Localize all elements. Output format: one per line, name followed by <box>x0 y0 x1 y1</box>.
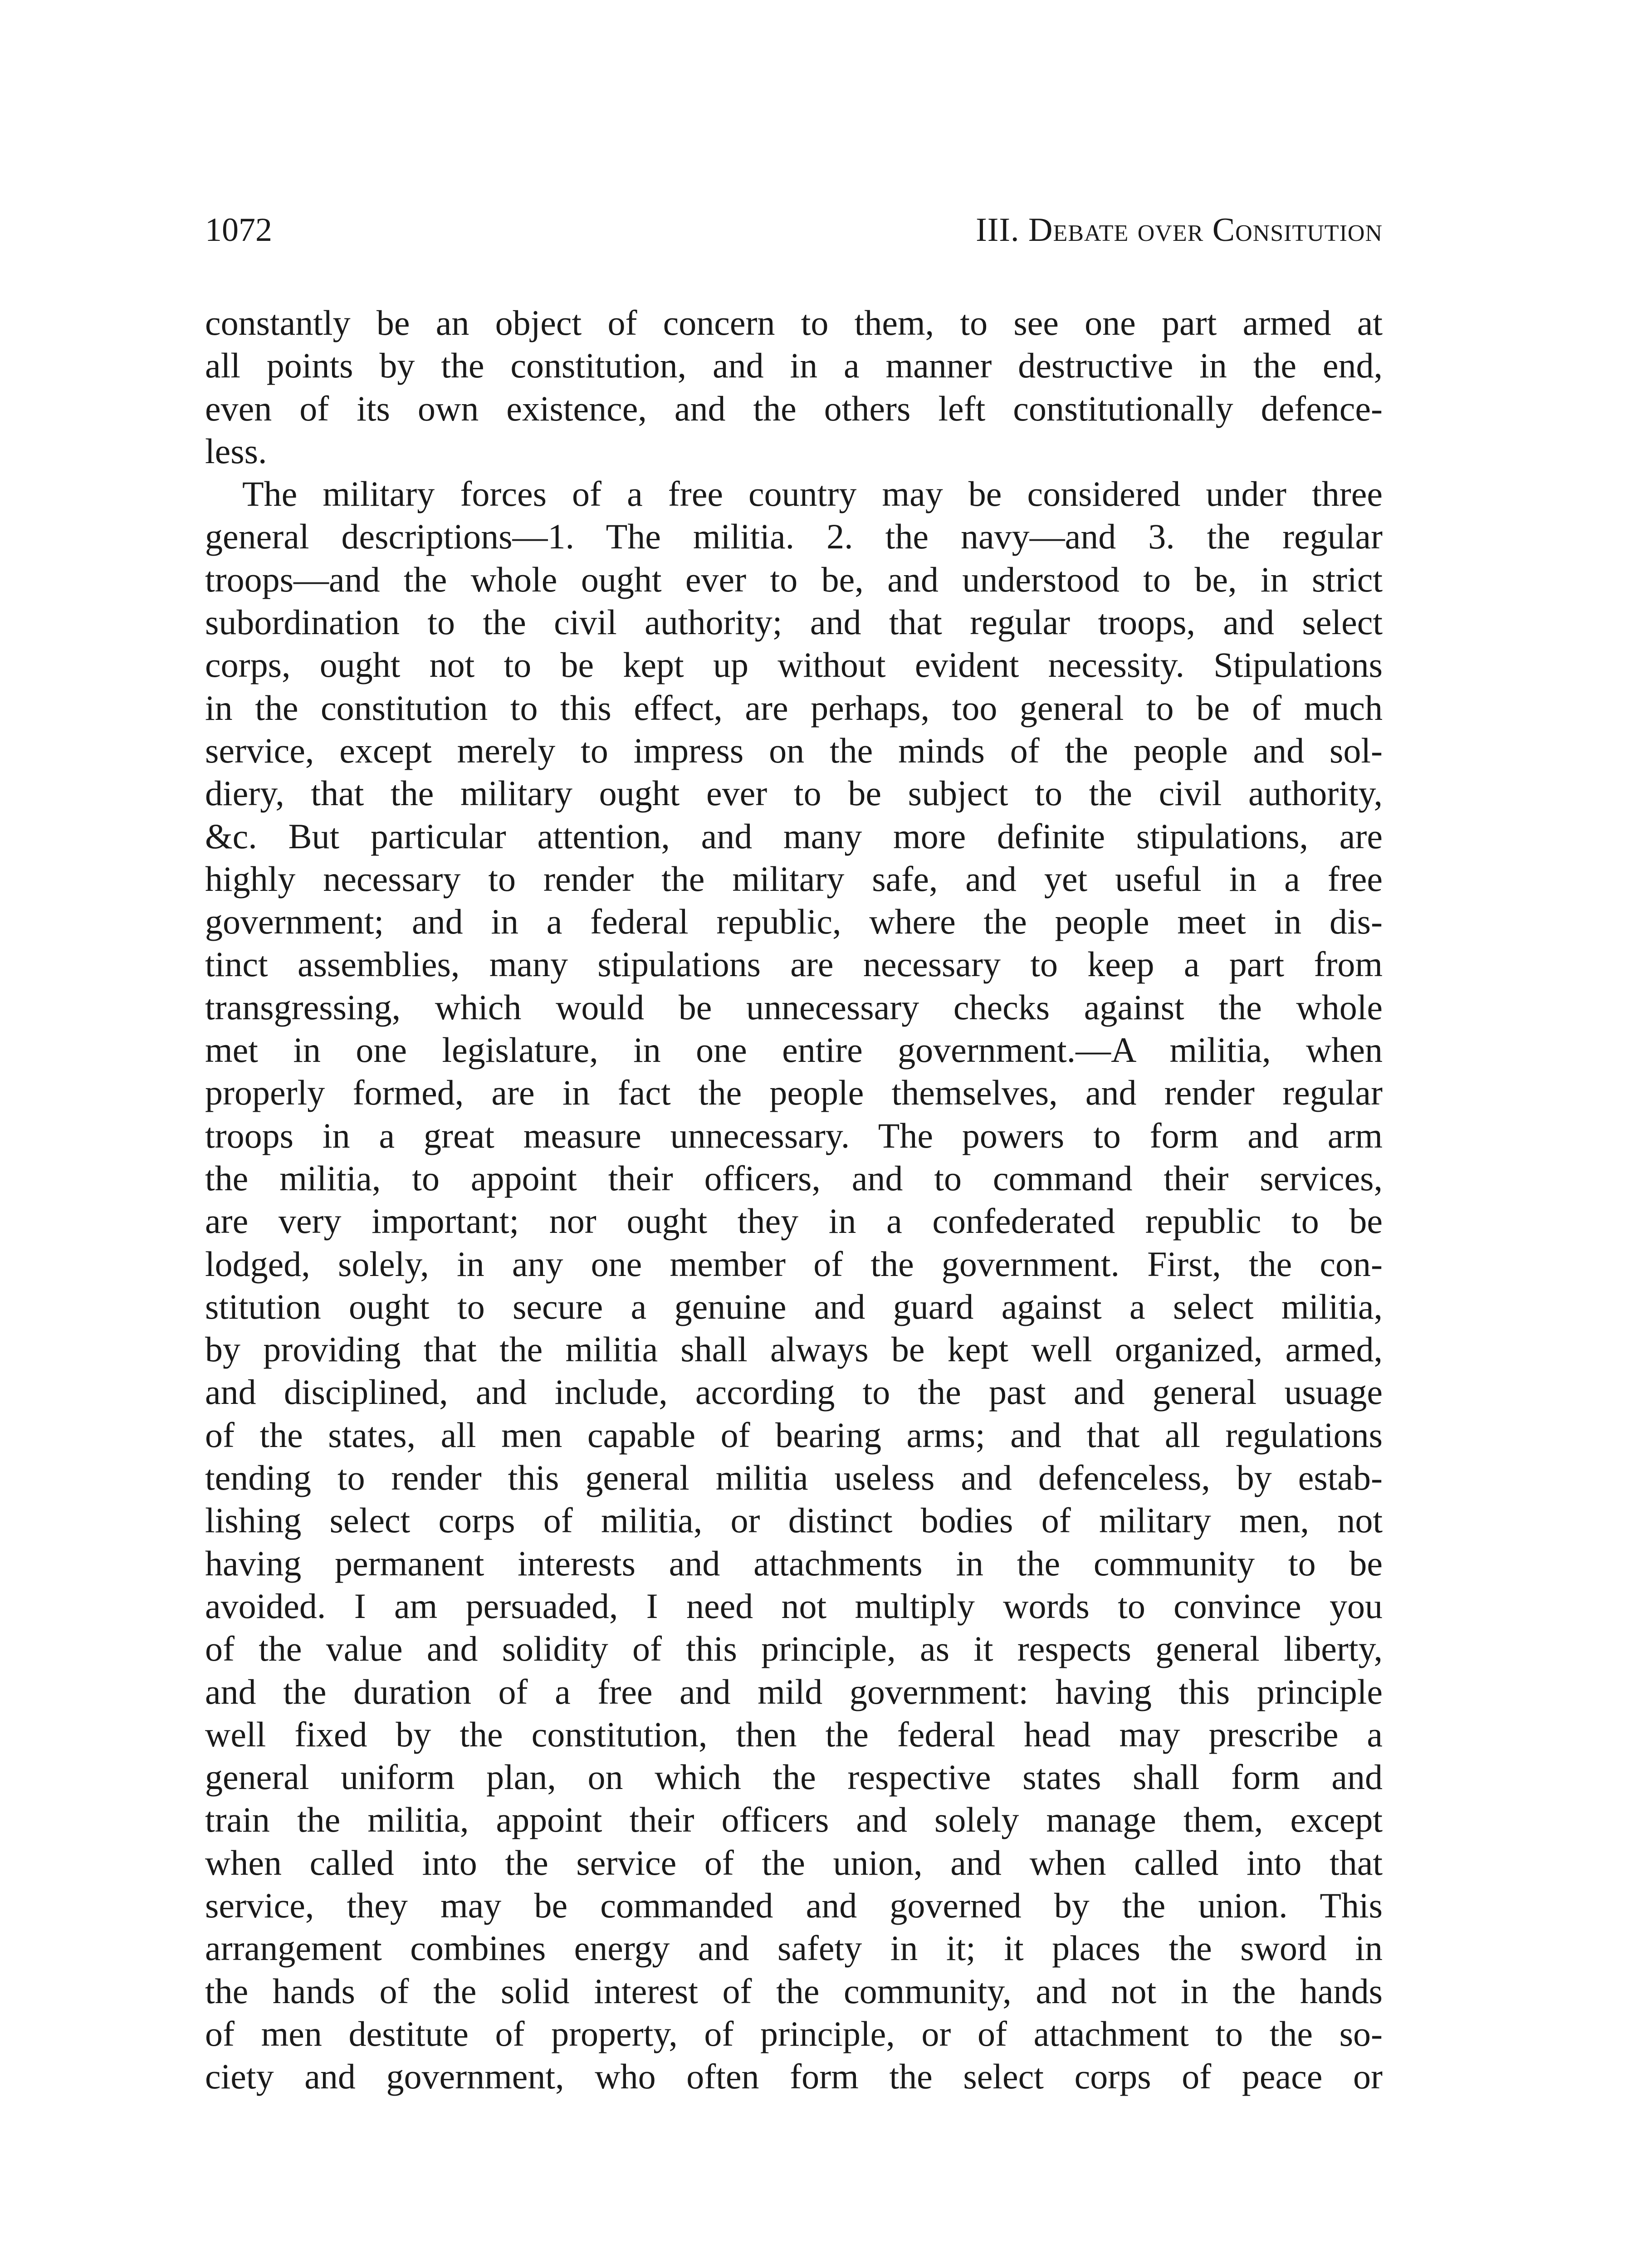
text-line: the hands of the solid interest of the community, and not in the hands <box>205 1971 1383 2011</box>
text-line: &c. But particular attention, and many more definite stipulations, are <box>205 816 1383 856</box>
text-line: diery, that the military ought ever to be subject to the civil authority, <box>205 773 1383 813</box>
text-line: even of its own existence, and the others left constitutionally defence- <box>205 388 1383 428</box>
text-line: troops in a great measure unnecessary. The powers to form and arm <box>205 1115 1383 1155</box>
text-line: arrangement combines energy and safety in it; it places the sword in <box>205 1928 1383 1968</box>
text-line: avoided. I am persuaded, I need not multiply words to convince you <box>205 1586 1383 1626</box>
text-line: lodged, solely, in any one member of the government. First, the con- <box>205 1244 1383 1284</box>
text-line: are very important; nor ought they in a confederated republic to be <box>205 1201 1383 1241</box>
text-line: corps, ought not to be kept up without evident necessity. Stipulations <box>205 645 1383 685</box>
text-line: lishing select corps of militia, or distinct bodies of military men, not <box>205 1501 1383 1540</box>
text-line: in the constitution to this effect, are perhaps, too general to be of much <box>205 688 1383 728</box>
text-line: general uniform plan, on which the respective states shall form and <box>205 1757 1383 1797</box>
text-line: tending to render this general militia useless and defenceless, by estab- <box>205 1458 1383 1498</box>
running-head <box>205 210 1383 250</box>
text-line: stitution ought to secure a genuine and guard against a select militia, <box>205 1286 1383 1326</box>
text-line: and disciplined, and include, according to the past and general usuage <box>205 1372 1383 1412</box>
text-line: all points by the constitution, and in a manner destructive in the end, <box>205 346 1383 386</box>
text-line: troops—and the whole ought ever to be, and understood to be, in strict <box>205 559 1383 599</box>
text-line: subordination to the civil authority; and that regular troops, and select <box>205 602 1383 642</box>
text-line: government; and in a federal republic, where the people meet in dis- <box>205 902 1383 942</box>
text-line: ciety and government, who often form the select corps of peace or <box>205 2057 1383 2097</box>
section-title: III. Debate over Consitution <box>976 211 1383 249</box>
text-line: properly formed, are in fact the people themselves, and render regular <box>205 1073 1383 1113</box>
body-text <box>205 302 1383 2098</box>
text-line: of the value and solidity of this principle, as it respects general liberty, <box>205 1629 1383 1669</box>
page-number: 1072 <box>205 211 272 249</box>
text-line: transgressing, which would be unnecessary checks against the whole <box>205 987 1383 1027</box>
text-line: when called into the service of the union, and when called into that <box>205 1843 1383 1882</box>
text-line: tinct assemblies, many stipulations are necessary to keep a part from <box>205 944 1383 984</box>
text-line: well fixed by the constitution, then the federal head may prescribe a <box>205 1714 1383 1754</box>
text-line: less. <box>205 431 267 471</box>
text-line: highly necessary to render the military safe, and yet useful in a free <box>205 859 1383 899</box>
text-line: service, they may be commanded and governed by the union. This <box>205 1885 1383 1925</box>
text-line: general descriptions—1. The militia. 2. the navy—and 3. the regular <box>205 517 1383 557</box>
paragraph-first-line: The military forces of a free country may be considered under three <box>242 474 1383 514</box>
text-line: of the states, all men capable of bearing arms; and that all regulations <box>205 1415 1383 1455</box>
text-line: by providing that the militia shall always be kept well organized, armed, <box>205 1330 1383 1369</box>
text-line: and the duration of a free and mild government: having this principle <box>205 1672 1383 1711</box>
text-line: of men destitute of property, of principle, or of attachment to the so- <box>205 2014 1383 2053</box>
text-line: constantly be an object of concern to them, to see one part armed at <box>205 303 1383 342</box>
text-line: having permanent interests and attachments in the community to be <box>205 1543 1383 1583</box>
text-line: the militia, to appoint their officers, and to command their services, <box>205 1158 1383 1198</box>
text-line: service, except merely to impress on the minds of the people and sol- <box>205 730 1383 770</box>
text-line: train the militia, appoint their officers and solely manage them, except <box>205 1800 1383 1840</box>
text-line: met in one legislature, in one entire government.—A militia, when <box>205 1030 1383 1070</box>
